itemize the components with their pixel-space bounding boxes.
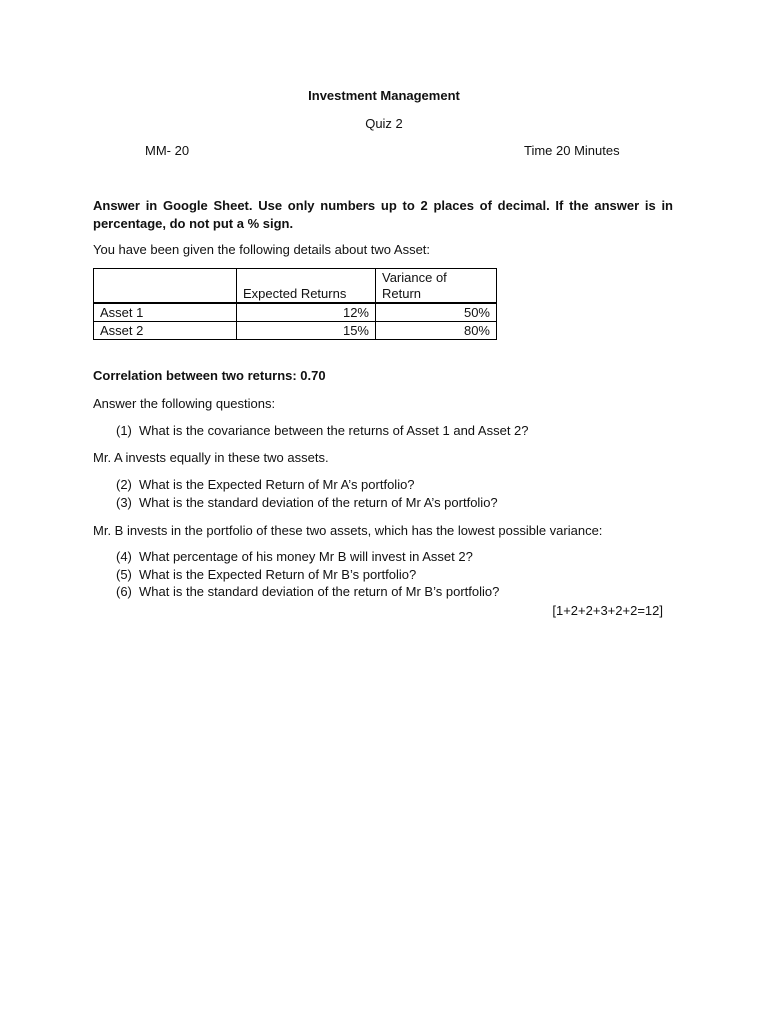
mr-a-text: Mr. A invests equally in these two assets. [93,450,329,465]
question-item [116,584,499,600]
answer-prompt: Answer the following questions: [93,396,276,411]
question-text: What percentage of his money Mr B will invest in Asset 2? [139,549,473,564]
table-header-cell [94,269,237,304]
correlation-text: Correlation between two returns: 0.70 [93,368,326,383]
question-number: (1) [116,423,132,438]
question-item [116,495,498,511]
question-text: What is the standard deviation of the return of Mr A’s portfolio? [139,495,498,510]
expected-return-cell: 15% [237,322,376,340]
question-item [116,423,529,439]
time-limit: Time 20 Minutes [524,143,620,158]
table-row [94,322,497,340]
table-header-row [94,269,497,304]
question-item [116,567,416,583]
question-number: (6) [116,584,132,599]
asset-name-cell: Asset 1 [94,303,237,322]
asset-table [93,268,497,340]
question-text: What is the covariance between the returns of Asset 1 and Asset 2? [139,423,529,438]
variance-cell: 50% [376,303,497,322]
question-text: What is the Expected Return of Mr A’s portfolio? [139,477,415,492]
question-item [116,549,473,565]
variance-cell: 80% [376,322,497,340]
max-marks: MM- 20 [145,143,190,158]
page-title: Investment Management [308,88,460,103]
marks-breakdown: [1+2+2+3+2+2=12] [552,603,663,618]
question-number: (3) [116,495,132,510]
question-item [116,477,415,493]
table-row [94,303,497,322]
question-number: (2) [116,477,132,492]
variance-header: Variance of Return [382,270,447,301]
expected-return-cell: 12% [237,303,376,322]
intro-text: You have been given the following details about two Asset: [93,242,431,257]
table-header-cell [376,269,497,304]
asset-name-cell: Asset 2 [94,322,237,340]
question-number: (5) [116,567,132,582]
quiz-subtitle: Quiz 2 [365,116,403,131]
question-text: What is the Expected Return of Mr B’s portfolio? [139,567,417,582]
instruction-text: Answer in Google Sheet. Use only numbers up to 2 places of decimal. If the answer is in percentage, do not put a % sign. [93,198,673,231]
mr-b-text: Mr. B invests in the portfolio of these two assets, which has the lowest possible variance: [93,523,603,538]
question-text: What is the standard deviation of the return of Mr B’s portfolio? [139,584,500,599]
question-number: (4) [116,549,132,564]
table-header-cell: Expected Returns [237,269,376,304]
